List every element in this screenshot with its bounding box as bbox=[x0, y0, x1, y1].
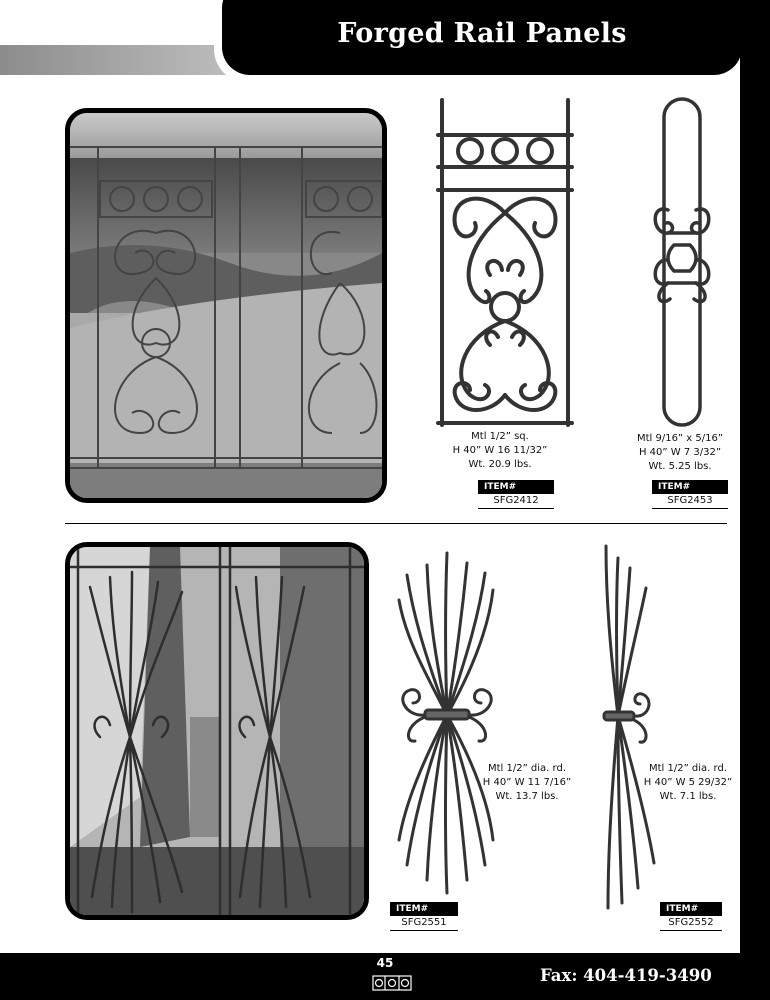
spec-sfg2551 bbox=[472, 762, 582, 804]
city-photo-illustration bbox=[70, 547, 364, 915]
spec-dimensions: H 40” W 16 11/32” bbox=[452, 445, 548, 456]
footer-logo-icon bbox=[372, 972, 412, 992]
right-edge-bar bbox=[740, 0, 770, 1000]
spec-sfg2412 bbox=[440, 430, 560, 472]
item-tag-sfg2552 bbox=[660, 902, 722, 931]
panel-sfg2453-drawing bbox=[640, 95, 720, 430]
item-code: SFG2551 bbox=[390, 916, 458, 931]
spec-sfg2552 bbox=[633, 762, 743, 804]
item-label: ITEM# bbox=[478, 480, 554, 494]
spec-dimensions: H 40” W 5 29/32” bbox=[643, 777, 733, 788]
item-label: ITEM# bbox=[652, 480, 728, 494]
beach-installation-photo bbox=[65, 108, 387, 503]
page-number: 45 bbox=[376, 956, 394, 970]
spec-dimensions: H 40” W 7 3/32” bbox=[638, 447, 722, 458]
beach-photo-illustration bbox=[70, 113, 382, 498]
item-tag-sfg2412 bbox=[478, 480, 554, 509]
section-divider bbox=[65, 523, 727, 524]
spec-material: Mtl 9/16” x 5/16” bbox=[636, 433, 724, 444]
item-code: SFG2453 bbox=[652, 494, 728, 509]
spec-material: Mtl 1/2” dia. rd. bbox=[487, 763, 567, 774]
spec-sfg2453 bbox=[620, 432, 740, 474]
spec-weight: Wt. 5.25 lbs. bbox=[648, 461, 712, 472]
item-tag-sfg2551 bbox=[390, 902, 458, 931]
spec-weight: Wt. 7.1 lbs. bbox=[659, 791, 717, 802]
spec-weight: Wt. 20.9 lbs. bbox=[468, 459, 532, 470]
panel-sfg2552-drawing bbox=[590, 538, 665, 918]
spec-dimensions: H 40” W 11 7/16” bbox=[482, 777, 572, 788]
header-gray-bar bbox=[0, 45, 230, 75]
page-title: Forged Rail Panels bbox=[337, 18, 627, 49]
city-installation-photo bbox=[65, 542, 369, 920]
panel-sfg2412-drawing bbox=[430, 95, 580, 430]
item-label: ITEM# bbox=[390, 902, 458, 916]
panel-sfg2551-drawing bbox=[385, 545, 500, 900]
spec-material: Mtl 1/2” dia. rd. bbox=[648, 763, 728, 774]
item-code: SFG2412 bbox=[478, 494, 554, 509]
fax-number: Fax: 404-419-3490 bbox=[540, 966, 712, 985]
item-code: SFG2552 bbox=[660, 916, 722, 931]
spec-weight: Wt. 13.7 lbs. bbox=[495, 791, 559, 802]
item-label: ITEM# bbox=[660, 902, 722, 916]
spec-material: Mtl 1/2” sq. bbox=[471, 431, 529, 442]
item-tag-sfg2453 bbox=[652, 480, 728, 509]
